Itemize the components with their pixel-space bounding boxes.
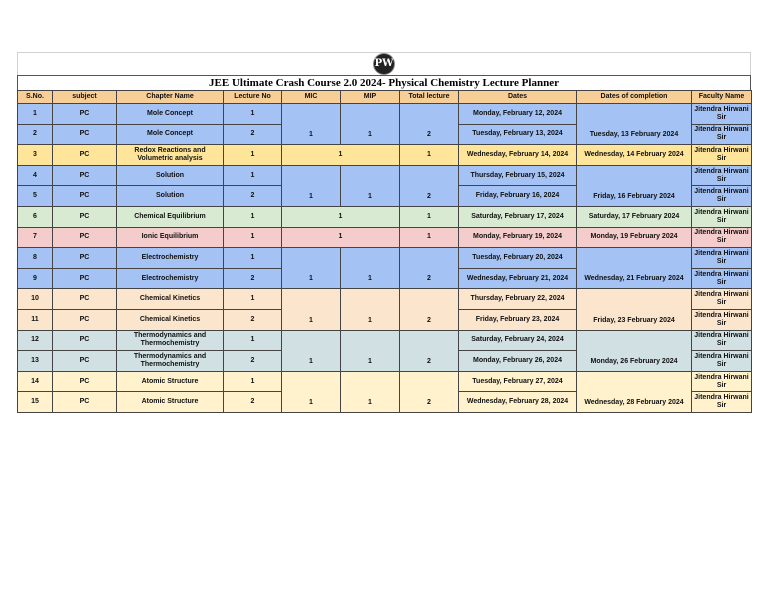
lecture-cell: 1	[224, 104, 282, 125]
mic-cell: 1	[282, 104, 341, 145]
lecture-cell: 2	[224, 351, 282, 372]
page-title: JEE Ultimate Crash Course 2.0 2024- Physical Chemistry Lecture Planner	[17, 75, 751, 90]
total-cell: 1	[400, 206, 459, 227]
subject-cell: PC	[53, 124, 117, 145]
date-cell: Tuesday, February 20, 2024	[459, 248, 577, 269]
lecture-cell: 1	[224, 248, 282, 269]
planner-table	[17, 90, 752, 413]
chapter-cell: Ionic Equilibrium	[117, 227, 224, 248]
chapter-cell: Solution	[117, 165, 224, 186]
faculty-cell: Jitendra Hirwani Sir	[692, 186, 752, 207]
sno-cell: 3	[18, 145, 53, 166]
sno-cell: 15	[18, 392, 53, 413]
mip-cell: 1	[341, 248, 400, 289]
date-cell: Tuesday, February 27, 2024	[459, 371, 577, 392]
sno-cell: 1	[18, 104, 53, 125]
sno-cell: 11	[18, 309, 53, 330]
mip-cell: 1	[341, 165, 400, 206]
date-cell: Wednesday, February 21, 2024	[459, 268, 577, 289]
sno-cell: 13	[18, 351, 53, 372]
chapter-cell: Solution	[117, 186, 224, 207]
sno-cell: 9	[18, 268, 53, 289]
sno-cell: 7	[18, 227, 53, 248]
completion-cell: Friday, 16 February 2024	[577, 165, 692, 206]
faculty-cell: Jitendra Hirwani Sir	[692, 206, 752, 227]
faculty-cell: Jitendra Hirwani Sir	[692, 330, 752, 351]
total-cell: 2	[400, 248, 459, 289]
lecture-cell: 2	[224, 309, 282, 330]
total-cell: 2	[400, 104, 459, 145]
mic-mip-cell: 1	[282, 227, 400, 248]
chapter-cell: Chemical Equilibrium	[117, 206, 224, 227]
mic-mip-cell: 1	[282, 145, 400, 166]
faculty-cell: Jitendra Hirwani Sir	[692, 248, 752, 269]
table-row	[18, 165, 752, 186]
lecture-cell: 2	[224, 268, 282, 289]
logo-row	[17, 52, 751, 75]
date-cell: Monday, February 12, 2024	[459, 104, 577, 125]
faculty-cell: Jitendra Hirwani Sir	[692, 124, 752, 145]
chapter-cell: Chemical Kinetics	[117, 309, 224, 330]
sno-cell: 6	[18, 206, 53, 227]
mip-cell: 1	[341, 371, 400, 412]
chapter-cell: Atomic Structure	[117, 371, 224, 392]
subject-cell: PC	[53, 227, 117, 248]
date-cell: Wednesday, February 28, 2024	[459, 392, 577, 413]
header-completion: Dates of completion	[577, 91, 692, 104]
completion-cell: Friday, 23 February 2024	[577, 289, 692, 330]
faculty-cell: Jitendra Hirwani Sir	[692, 227, 752, 248]
total-cell: 2	[400, 371, 459, 412]
lecture-cell: 1	[224, 371, 282, 392]
completion-cell: Wednesday, 28 February 2024	[577, 371, 692, 412]
header-sno: S.No.	[18, 91, 53, 104]
table-row	[18, 145, 752, 166]
lecture-cell: 1	[224, 289, 282, 310]
header-faculty: Faculty Name	[692, 91, 752, 104]
mip-cell: 1	[341, 289, 400, 330]
header-lecture-no: Lecture No	[224, 91, 282, 104]
chapter-cell: Mole Concept	[117, 104, 224, 125]
date-cell: Thursday, February 15, 2024	[459, 165, 577, 186]
header-mic: MIC	[282, 91, 341, 104]
faculty-cell: Jitendra Hirwani Sir	[692, 145, 752, 166]
date-cell: Saturday, February 24, 2024	[459, 330, 577, 351]
lecture-cell: 1	[224, 330, 282, 351]
table-row	[18, 227, 752, 248]
subject-cell: PC	[53, 248, 117, 269]
subject-cell: PC	[53, 104, 117, 125]
faculty-cell: Jitendra Hirwani Sir	[692, 165, 752, 186]
lecture-cell: 2	[224, 392, 282, 413]
date-cell: Saturday, February 17, 2024	[459, 206, 577, 227]
date-cell: Thursday, February 22, 2024	[459, 289, 577, 310]
sno-cell: 8	[18, 248, 53, 269]
chapter-cell: Electrochemistry	[117, 268, 224, 289]
table-row	[18, 289, 752, 310]
header-row	[18, 91, 752, 104]
faculty-cell: Jitendra Hirwani Sir	[692, 351, 752, 372]
chapter-cell: Mole Concept	[117, 124, 224, 145]
sno-cell: 14	[18, 371, 53, 392]
lecture-planner-sheet	[17, 52, 751, 413]
table-row	[18, 248, 752, 269]
lecture-cell: 1	[224, 145, 282, 166]
header-total: Total lecture	[400, 91, 459, 104]
date-cell: Monday, February 26, 2024	[459, 351, 577, 372]
lecture-cell: 2	[224, 186, 282, 207]
faculty-cell: Jitendra Hirwani Sir	[692, 289, 752, 310]
completion-cell: Tuesday, 13 February 2024	[577, 104, 692, 145]
header-chapter: Chapter Name	[117, 91, 224, 104]
subject-cell: PC	[53, 165, 117, 186]
lecture-cell: 2	[224, 124, 282, 145]
date-cell: Friday, February 23, 2024	[459, 309, 577, 330]
faculty-cell: Jitendra Hirwani Sir	[692, 104, 752, 125]
table-row	[18, 104, 752, 125]
mic-cell: 1	[282, 371, 341, 412]
subject-cell: PC	[53, 371, 117, 392]
header-subject: subject	[53, 91, 117, 104]
sno-cell: 12	[18, 330, 53, 351]
mic-mip-cell: 1	[282, 206, 400, 227]
sno-cell: 5	[18, 186, 53, 207]
chapter-cell: Electrochemistry	[117, 248, 224, 269]
faculty-cell: Jitendra Hirwani Sir	[692, 371, 752, 392]
subject-cell: PC	[53, 145, 117, 166]
faculty-cell: Jitendra Hirwani Sir	[692, 268, 752, 289]
total-cell: 2	[400, 165, 459, 206]
subject-cell: PC	[53, 351, 117, 372]
chapter-cell: Thermodynamics and Thermochemistry	[117, 351, 224, 372]
mic-cell: 1	[282, 165, 341, 206]
completion-cell: Wednesday, 14 February 2024	[577, 145, 692, 166]
faculty-cell: Jitendra Hirwani Sir	[692, 392, 752, 413]
subject-cell: PC	[53, 309, 117, 330]
completion-cell: Monday, 26 February 2024	[577, 330, 692, 371]
subject-cell: PC	[53, 289, 117, 310]
date-cell: Friday, February 16, 2024	[459, 186, 577, 207]
completion-cell: Wednesday, 21 February 2024	[577, 248, 692, 289]
pw-logo: PW	[374, 54, 394, 74]
total-cell: 1	[400, 227, 459, 248]
date-cell: Tuesday, February 13, 2024	[459, 124, 577, 145]
completion-cell: Saturday, 17 February 2024	[577, 206, 692, 227]
subject-cell: PC	[53, 268, 117, 289]
header-mip: MIP	[341, 91, 400, 104]
mic-cell: 1	[282, 330, 341, 371]
sno-cell: 10	[18, 289, 53, 310]
sno-cell: 4	[18, 165, 53, 186]
table-row	[18, 330, 752, 351]
lecture-cell: 1	[224, 206, 282, 227]
chapter-cell: Chemical Kinetics	[117, 289, 224, 310]
table-row	[18, 371, 752, 392]
faculty-cell: Jitendra Hirwani Sir	[692, 309, 752, 330]
mip-cell: 1	[341, 104, 400, 145]
subject-cell: PC	[53, 186, 117, 207]
subject-cell: PC	[53, 392, 117, 413]
header-dates: Dates	[459, 91, 577, 104]
sno-cell: 2	[18, 124, 53, 145]
mic-cell: 1	[282, 289, 341, 330]
subject-cell: PC	[53, 330, 117, 351]
total-cell: 2	[400, 289, 459, 330]
mic-cell: 1	[282, 248, 341, 289]
chapter-cell: Thermodynamics and Thermochemistry	[117, 330, 224, 351]
total-cell: 2	[400, 330, 459, 371]
chapter-cell: Atomic Structure	[117, 392, 224, 413]
date-cell: Monday, February 19, 2024	[459, 227, 577, 248]
lecture-cell: 1	[224, 227, 282, 248]
mip-cell: 1	[341, 330, 400, 371]
date-cell: Wednesday, February 14, 2024	[459, 145, 577, 166]
table-row	[18, 206, 752, 227]
chapter-cell: Redox Reactions and Volumetric analysis	[117, 145, 224, 166]
subject-cell: PC	[53, 206, 117, 227]
lecture-cell: 1	[224, 165, 282, 186]
completion-cell: Monday, 19 February 2024	[577, 227, 692, 248]
total-cell: 1	[400, 145, 459, 166]
